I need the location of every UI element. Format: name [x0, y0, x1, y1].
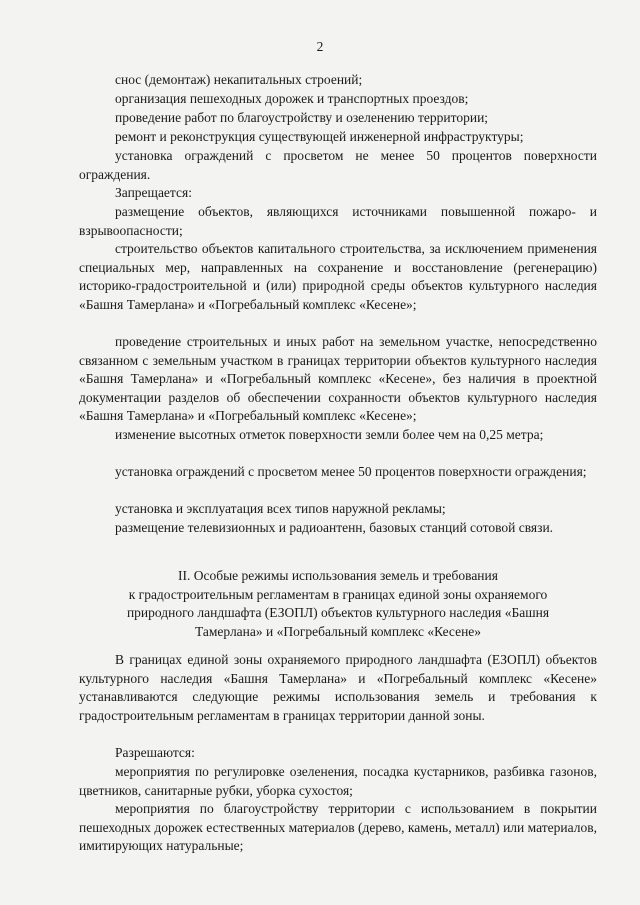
- heading-line: Тамерлана» и «Погребальный комплекс «Кесене»: [194, 623, 482, 639]
- paragraph: строительство объектов капитального строительства, за исключением применения специальных мер, направленных на сохранение и восстановление (регенерацию) историко-градостроительной и (или) природной среды объектов культурного наследия «Башня Тамерлана» и «Погребальный комплекс «Кесене»;: [79, 241, 597, 312]
- paragraph: ремонт и реконструкция существующей инженерной инфраструктуры;: [115, 129, 524, 144]
- page-number: 2: [316, 39, 324, 54]
- paragraph: установка ограждений с просветом менее 50 процентов поверхности ограждения;: [115, 464, 587, 479]
- heading-line: II. Особые режимы использования земель и требования: [178, 568, 498, 583]
- heading-line: природного ландшафта (ЕЗОПЛ) объектов культурного наследия «Башня: [126, 605, 550, 620]
- paragraph: изменение высотных отметок поверхности земли более чем на 0,25 метра;: [115, 427, 544, 442]
- section-heading: [79, 567, 597, 641]
- paragraph: проведение работ по благоустройству и озеленению территории;: [115, 110, 489, 125]
- paragraph: размещение телевизионных и радиоантенн, базовых станций сотовой связи.: [115, 520, 554, 535]
- prohibited-label: Запрещается:: [115, 185, 192, 200]
- paragraph: мероприятия по регулировке озеленения, посадка кустарников, разбивка газонов, цветников, санитарные рубки, уборка сухостоя;: [79, 764, 597, 798]
- paragraph: размещение объектов, являющихся источниками повышенной пожаро- и взрывоопасности;: [79, 204, 597, 238]
- paragraph: мероприятия по благоустройству территории с использованием в покрытии пешеходных дорожек естественных материалов (дерево, камень, металл) или материалов, имитирующих натуральные;: [79, 801, 597, 853]
- paragraph: снос (демонтаж) некапитальных строений;: [115, 72, 363, 87]
- paragraph: проведение строительных и иных работ на земельном участке, непосредственно связанном с земельным участком в границах территории объектов культурного наследия «Башня Тамерлана» и «Погребальный комплекс «Кесене», без наличия в проектной документации разделов об обеспечении сохранности объектов культурного наследия «Башня Тамерлана» и «Погребальный комплекс «Кесене»;: [79, 334, 597, 423]
- paragraph: В границах единой зоны охраняемого природного ландшафта (ЕЗОПЛ) объектов культурного наследия «Башня Тамерлана» и «Погребальный комплекс «Кесене» устанавливаются следующие режимы использования земель и требования к градостроительным регламентам в границах территории данной зоны.: [79, 652, 597, 723]
- paragraph: организация пешеходных дорожек и транспортных проездов;: [115, 91, 469, 106]
- paragraph: установка и эксплуатация всех типов наружной рекламы;: [115, 501, 446, 516]
- heading-line: к градостроительным регламентам в границах единой зоны охраняемого: [128, 586, 548, 602]
- paragraph: установка ограждений с просветом не менее 50 процентов поверхности ограждения.: [79, 148, 597, 182]
- allowed-label: Разрешаются:: [115, 745, 195, 760]
